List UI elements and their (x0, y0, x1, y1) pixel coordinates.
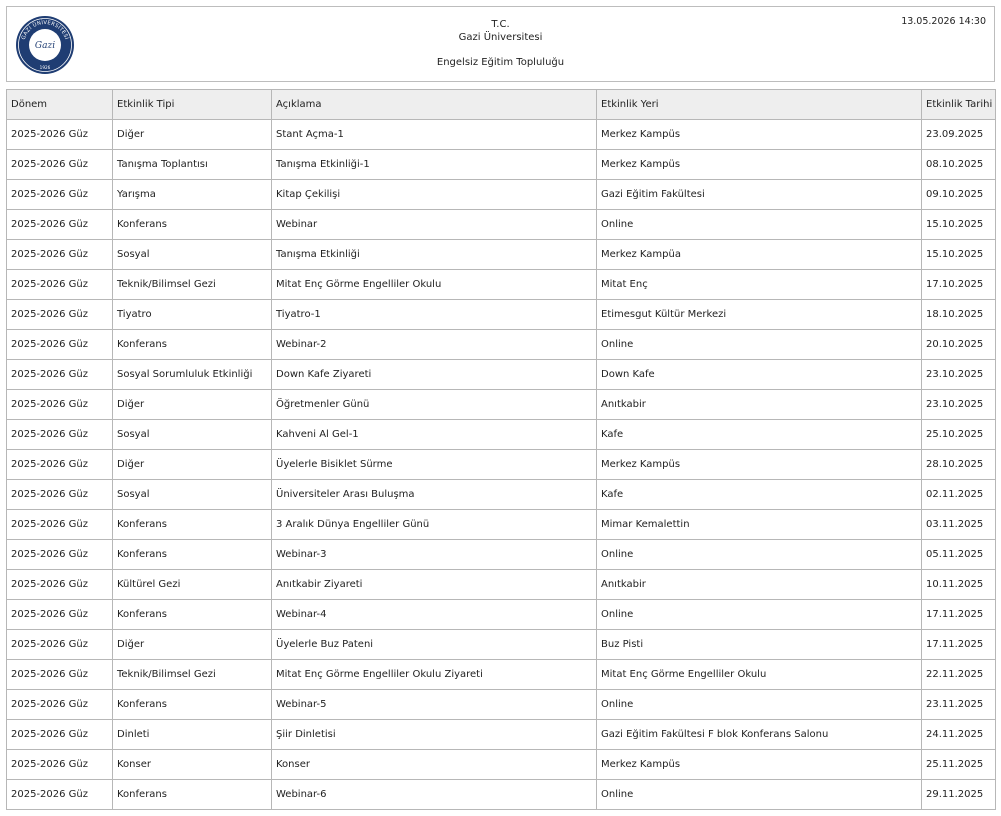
cell-etkinlik-tipi: Diğer (113, 630, 272, 660)
report-timestamp: 13.05.2026 14:30 (901, 16, 986, 27)
cell-aciklama: Mitat Enç Görme Engelliler Okulu Ziyareti (272, 660, 597, 690)
cell-aciklama: Kahveni Al Gel-1 (272, 420, 597, 450)
cell-aciklama: Webinar-5 (272, 690, 597, 720)
cell-aciklama: Webinar-3 (272, 540, 597, 570)
cell-etkinlik-yeri: Merkez Kampüs (597, 450, 922, 480)
cell-etkinlik-yeri: Mimar Kemalettin (597, 510, 922, 540)
table-row (7, 360, 996, 390)
cell-etkinlik-tarihi: 17.11.2025 (922, 600, 996, 630)
cell-donem: 2025-2026 Güz (7, 510, 113, 540)
table-row (7, 450, 996, 480)
cell-etkinlik-tipi: Teknik/Bilimsel Gezi (113, 270, 272, 300)
cell-etkinlik-tipi: Konferans (113, 510, 272, 540)
cell-etkinlik-tarihi: 28.10.2025 (922, 450, 996, 480)
cell-aciklama: Şiir Dinletisi (272, 720, 597, 750)
events-table (6, 89, 996, 810)
cell-etkinlik-tipi: Konferans (113, 690, 272, 720)
cell-donem: 2025-2026 Güz (7, 660, 113, 690)
table-row (7, 600, 996, 630)
table-row (7, 180, 996, 210)
cell-etkinlik-tarihi: 08.10.2025 (922, 150, 996, 180)
cell-etkinlik-yeri: Merkez Kampüs (597, 120, 922, 150)
cell-etkinlik-yeri: Online (597, 210, 922, 240)
cell-aciklama: Öğretmenler Günü (272, 390, 597, 420)
cell-etkinlik-tipi: Diğer (113, 390, 272, 420)
cell-aciklama: Anıtkabir Ziyareti (272, 570, 597, 600)
cell-aciklama: 3 Aralık Dünya Engelliler Günü (272, 510, 597, 540)
table-row (7, 720, 996, 750)
table-row (7, 510, 996, 540)
cell-aciklama: Kitap Çekilişi (272, 180, 597, 210)
cell-etkinlik-yeri: Mitat Enç (597, 270, 922, 300)
cell-donem: 2025-2026 Güz (7, 240, 113, 270)
cell-etkinlik-tipi: Teknik/Bilimsel Gezi (113, 660, 272, 690)
cell-etkinlik-tipi: Kültürel Gezi (113, 570, 272, 600)
cell-donem: 2025-2026 Güz (7, 390, 113, 420)
cell-etkinlik-tipi: Sosyal Sorumluluk Etkinliği (113, 360, 272, 390)
column-header-etkinlik-tipi: Etkinlik Tipi (113, 90, 272, 120)
cell-etkinlik-tipi: Sosyal (113, 240, 272, 270)
cell-etkinlik-tarihi: 23.10.2025 (922, 390, 996, 420)
cell-etkinlik-yeri: Kafe (597, 420, 922, 450)
column-header-aciklama: Açıklama (272, 90, 597, 120)
table-row (7, 150, 996, 180)
cell-etkinlik-tipi: Sosyal (113, 420, 272, 450)
table-row (7, 120, 996, 150)
cell-etkinlik-tipi: Konferans (113, 210, 272, 240)
table-row (7, 270, 996, 300)
cell-etkinlik-yeri: Merkez Kampüs (597, 150, 922, 180)
table-row (7, 300, 996, 330)
cell-donem: 2025-2026 Güz (7, 330, 113, 360)
cell-aciklama: Üyelerle Bisiklet Sürme (272, 450, 597, 480)
cell-etkinlik-tarihi: 23.09.2025 (922, 120, 996, 150)
cell-etkinlik-tarihi: 25.11.2025 (922, 750, 996, 780)
cell-etkinlik-tarihi: 29.11.2025 (922, 780, 996, 810)
cell-etkinlik-tipi: Konferans (113, 540, 272, 570)
cell-etkinlik-tipi: Diğer (113, 120, 272, 150)
cell-donem: 2025-2026 Güz (7, 450, 113, 480)
cell-aciklama: Webinar (272, 210, 597, 240)
cell-donem: 2025-2026 Güz (7, 300, 113, 330)
cell-etkinlik-tarihi: 20.10.2025 (922, 330, 996, 360)
cell-etkinlik-tarihi: 22.11.2025 (922, 660, 996, 690)
cell-etkinlik-yeri: Online (597, 330, 922, 360)
cell-donem: 2025-2026 Güz (7, 120, 113, 150)
table-row (7, 420, 996, 450)
cell-aciklama: Webinar-6 (272, 780, 597, 810)
cell-etkinlik-tarihi: 05.11.2025 (922, 540, 996, 570)
column-header-etkinlik-tarihi: Etkinlik Tarihi (922, 90, 996, 120)
cell-etkinlik-tarihi: 10.11.2025 (922, 570, 996, 600)
header-line-university: Gazi Üniversitesi (458, 32, 543, 43)
cell-etkinlik-yeri: Etimesgut Kültür Merkezi (597, 300, 922, 330)
cell-etkinlik-tipi: Konferans (113, 600, 272, 630)
cell-etkinlik-yeri: Mitat Enç Görme Engelliler Okulu (597, 660, 922, 690)
cell-etkinlik-tipi: Konferans (113, 780, 272, 810)
cell-aciklama: Tiyatro-1 (272, 300, 597, 330)
cell-donem: 2025-2026 Güz (7, 360, 113, 390)
cell-etkinlik-tipi: Tiyatro (113, 300, 272, 330)
cell-aciklama: Üyelerle Buz Pateni (272, 630, 597, 660)
cell-etkinlik-tipi: Diğer (113, 450, 272, 480)
cell-donem: 2025-2026 Güz (7, 750, 113, 780)
table-row (7, 210, 996, 240)
cell-etkinlik-tarihi: 02.11.2025 (922, 480, 996, 510)
cell-donem: 2025-2026 Güz (7, 270, 113, 300)
table-row (7, 540, 996, 570)
cell-etkinlik-tipi: Konferans (113, 330, 272, 360)
cell-etkinlik-yeri: Online (597, 600, 922, 630)
cell-etkinlik-tarihi: 24.11.2025 (922, 720, 996, 750)
cell-etkinlik-tarihi: 23.10.2025 (922, 360, 996, 390)
cell-etkinlik-tipi: Tanışma Toplantısı (113, 150, 272, 180)
cell-donem: 2025-2026 Güz (7, 690, 113, 720)
cell-aciklama: Konser (272, 750, 597, 780)
cell-donem: 2025-2026 Güz (7, 540, 113, 570)
table-row (7, 660, 996, 690)
cell-donem: 2025-2026 Güz (7, 480, 113, 510)
cell-aciklama: Webinar-4 (272, 600, 597, 630)
report-header (6, 6, 995, 82)
logo-center-text: Gazi (34, 41, 56, 51)
cell-etkinlik-yeri: Online (597, 540, 922, 570)
table-row (7, 390, 996, 420)
cell-etkinlik-yeri: Anıtkabir (597, 570, 922, 600)
table-body (7, 120, 996, 810)
cell-aciklama: Tanışma Etkinliği-1 (272, 150, 597, 180)
cell-etkinlik-tarihi: 25.10.2025 (922, 420, 996, 450)
header-subtitle: Engelsiz Eğitim Topluluğu (436, 57, 565, 68)
cell-etkinlik-tipi: Dinleti (113, 720, 272, 750)
cell-donem: 2025-2026 Güz (7, 570, 113, 600)
cell-etkinlik-tipi: Konser (113, 750, 272, 780)
cell-etkinlik-yeri: Online (597, 780, 922, 810)
cell-etkinlik-yeri: Gazi Eğitim Fakültesi F blok Konferans Salonu (597, 720, 922, 750)
cell-donem: 2025-2026 Güz (7, 180, 113, 210)
cell-etkinlik-yeri: Down Kafe (597, 360, 922, 390)
cell-etkinlik-yeri: Anıtkabir (597, 390, 922, 420)
cell-donem: 2025-2026 Güz (7, 600, 113, 630)
cell-donem: 2025-2026 Güz (7, 720, 113, 750)
cell-aciklama: Üniversiteler Arası Buluşma (272, 480, 597, 510)
cell-etkinlik-tarihi: 15.10.2025 (922, 240, 996, 270)
table-row (7, 330, 996, 360)
cell-donem: 2025-2026 Güz (7, 780, 113, 810)
cell-aciklama: Down Kafe Ziyareti (272, 360, 597, 390)
logo-year: 1926 (39, 65, 51, 70)
cell-etkinlik-tarihi: 18.10.2025 (922, 300, 996, 330)
cell-etkinlik-tarihi: 17.11.2025 (922, 630, 996, 660)
table-row (7, 630, 996, 660)
cell-etkinlik-yeri: Merkez Kampüs (597, 750, 922, 780)
cell-etkinlik-yeri: Buz Pisti (597, 630, 922, 660)
events-table-container (6, 89, 995, 810)
cell-aciklama: Webinar-2 (272, 330, 597, 360)
cell-etkinlik-yeri: Kafe (597, 480, 922, 510)
cell-etkinlik-tipi: Sosyal (113, 480, 272, 510)
column-header-etkinlik-yeri: Etkinlik Yeri (597, 90, 922, 120)
cell-aciklama: Tanışma Etkinliği (272, 240, 597, 270)
table-row (7, 480, 996, 510)
cell-donem: 2025-2026 Güz (7, 150, 113, 180)
cell-etkinlik-tarihi: 17.10.2025 (922, 270, 996, 300)
cell-etkinlik-tarihi: 23.11.2025 (922, 690, 996, 720)
cell-donem: 2025-2026 Güz (7, 630, 113, 660)
cell-donem: 2025-2026 Güz (7, 420, 113, 450)
table-row (7, 240, 996, 270)
cell-etkinlik-tarihi: 09.10.2025 (922, 180, 996, 210)
cell-etkinlik-tarihi: 03.11.2025 (922, 510, 996, 540)
cell-etkinlik-yeri: Gazi Eğitim Fakültesi (597, 180, 922, 210)
cell-etkinlik-yeri: Merkez Kampüa (597, 240, 922, 270)
table-row (7, 750, 996, 780)
header-line-tc: T.C. (491, 19, 510, 30)
cell-aciklama: Stant Açma-1 (272, 120, 597, 150)
cell-donem: 2025-2026 Güz (7, 210, 113, 240)
cell-aciklama: Mitat Enç Görme Engelliler Okulu (272, 270, 597, 300)
cell-etkinlik-tarihi: 15.10.2025 (922, 210, 996, 240)
table-row (7, 570, 996, 600)
table-header-row (7, 90, 996, 120)
logo-ring-text: GAZİ ÜNİVERSİTESİ (20, 19, 70, 41)
column-header-donem: Dönem (7, 90, 113, 120)
cell-etkinlik-tipi: Yarışma (113, 180, 272, 210)
table-row (7, 690, 996, 720)
cell-etkinlik-yeri: Online (597, 690, 922, 720)
table-row (7, 780, 996, 810)
